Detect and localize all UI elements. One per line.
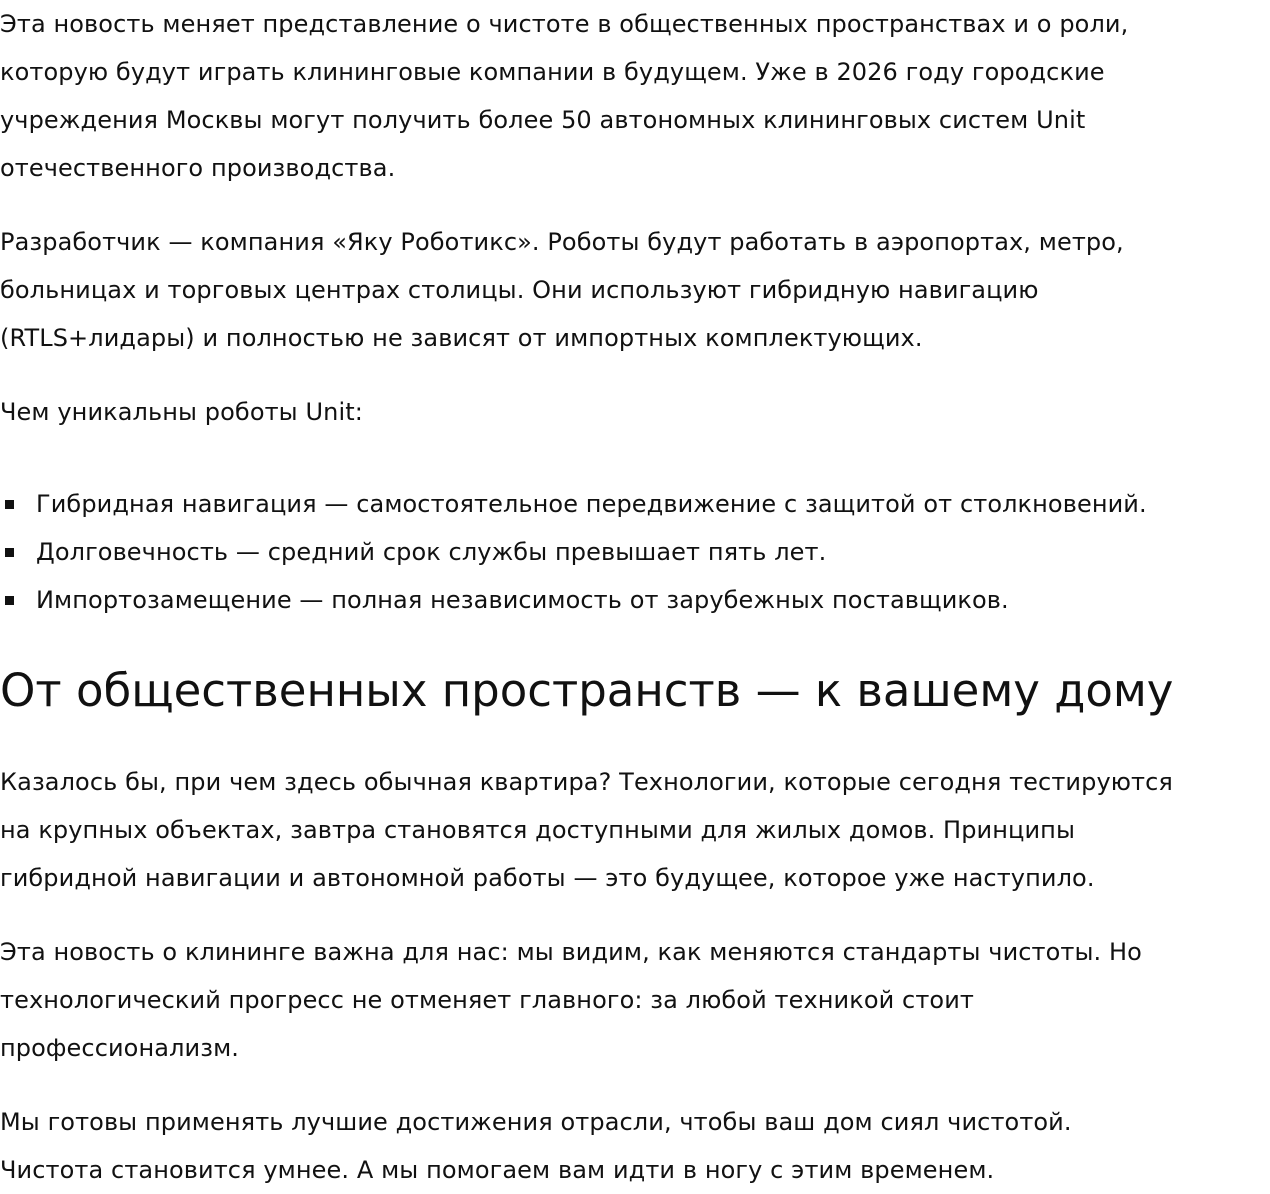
text-line: гибридной навигации и автономной работы — это будущее, которое уже наступило.: [0, 864, 1095, 892]
features-list: [0, 480, 1262, 624]
list-item: [0, 576, 1262, 624]
text-line: технологический прогресс не отменяет главного: за любой техникой стоит: [0, 986, 974, 1014]
text-line: Эта новость меняет представление о чистоте в общественных пространствах и о роли,: [0, 10, 1129, 38]
list-item: [0, 528, 1262, 576]
square-bullet-icon: [5, 500, 14, 509]
developer-paragraph: [0, 218, 1262, 362]
closing-paragraph: [0, 1098, 1262, 1194]
text-line: учреждения Москвы могут получить более 50 автономных клининговых систем Unit: [0, 106, 1086, 134]
square-bullet-icon: [5, 596, 14, 605]
features-intro: Чем уникальны роботы Unit:: [0, 398, 363, 426]
square-bullet-icon: [5, 548, 14, 557]
list-item: [0, 480, 1262, 528]
text-line: отечественного производства.: [0, 154, 396, 182]
text-line: Эта новость о клининге важна для нас: мы видим, как меняются стандарты чистоты. Но: [0, 938, 1142, 966]
news-paragraph: [0, 928, 1262, 1072]
text-line: на крупных объектах, завтра становятся доступными для жилых домов. Принципы: [0, 816, 1075, 844]
text-line: которую будут играть клининговые компании в будущем. Уже в 2026 году городские: [0, 58, 1105, 86]
section-heading: От общественных пространств — к вашему дому: [0, 664, 1174, 717]
text-line: Казалось бы, при чем здесь обычная квартира? Технологии, которые сегодня тестируются: [0, 768, 1173, 796]
list-item-text: Долговечность — средний срок службы превышает пять лет.: [36, 538, 827, 566]
text-line: профессионализм.: [0, 1034, 239, 1062]
intro-paragraph: [0, 0, 1262, 192]
text-line: Мы готовы применять лучшие достижения отрасли, чтобы ваш дом сиял чистотой.: [0, 1108, 1072, 1136]
text-line: Чистота становится умнее. А мы помогаем вам идти в ногу с этим временем.: [0, 1156, 995, 1184]
list-item-text: Гибридная навигация — самостоятельное передвижение с защитой от столкновений.: [36, 490, 1147, 518]
list-item-text: Импортозамещение — полная независимость от зарубежных поставщиков.: [36, 586, 1009, 614]
text-line: Разработчик — компания «Яку Роботикс». Роботы будут работать в аэропортах, метро,: [0, 228, 1124, 256]
text-line: больницах и торговых центрах столицы. Они используют гибридную навигацию: [0, 276, 1039, 304]
home-paragraph: [0, 758, 1268, 902]
text-line: (RTLS+лидары) и полностью не зависят от импортных комплектующих.: [0, 324, 923, 352]
